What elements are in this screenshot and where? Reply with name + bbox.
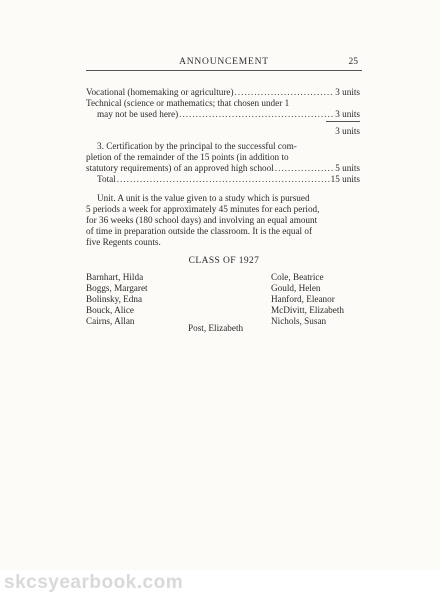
leader-dots [179,109,334,120]
certification-line-1: 3. Certification by the principal to the successful com- [97,141,297,151]
student-name: Gould, Helen [271,283,321,293]
page-header [86,56,362,71]
student-name-centered: Post, Elizabeth [188,323,244,333]
student-name: Hanford, Eleanor [271,294,335,304]
vocational-value: 3 units [335,87,360,97]
technical-row [97,109,360,120]
technical-label-line-2: may not be used here) [97,109,179,119]
unit-definition-line-2: 5 periods a week for approximately 45 minutes for each period, [86,204,320,214]
leader-dots [117,174,330,185]
site-watermark [0,570,440,600]
total-value: 15 units [330,174,360,184]
vocational-label: Vocational (homemaking or agriculture) [86,87,234,97]
student-name: Nichols, Susan [271,316,327,326]
student-name: Cairns, Allan [86,316,135,326]
certification-row [86,163,360,174]
technical-label-line-1: Technical (science or mathematics; that chosen under 1 [86,98,290,108]
student-name: Barnhart, Hilda [86,272,144,282]
class-title: CLASS OF 1927 [188,256,260,266]
subtotal-rule [326,121,360,122]
student-name: Cole, Beatrice [271,272,324,282]
student-name: McDivitt, Elizabeth [271,305,344,315]
unit-definition-line-1: Unit. A unit is the value given to a study which is pursued [97,193,310,203]
unit-definition-line-3: for 36 weeks (180 school days) and involving an equal amount [86,215,318,225]
header-title: ANNOUNCEMENT [179,57,269,67]
certification-value: 5 units [335,163,360,173]
unit-definition-line-4: of time in preparation outside the classroom. It is the equal of [86,226,313,236]
student-name: Bolinsky, Edna [86,294,143,304]
certification-line-2: pletion of the remainder of the 15 points (in addition to [86,152,289,162]
certification-line-3: statutory requirements) of an approved high school [86,163,274,173]
subtotal-value: 3 units [335,126,360,136]
total-row [97,174,360,185]
technical-value: 3 units [335,109,360,119]
student-name: Boggs, Margaret [86,283,148,293]
total-label: Total [97,174,116,184]
leader-dots [275,163,334,174]
unit-definition-line-5: five Regents counts. [86,237,161,247]
vocational-row [86,87,360,98]
student-name: Bouck, Alice [86,305,134,315]
leader-dots [235,87,335,98]
page-number: 25 [348,57,358,67]
watermark-text: skcsyearbook.com [4,572,184,593]
